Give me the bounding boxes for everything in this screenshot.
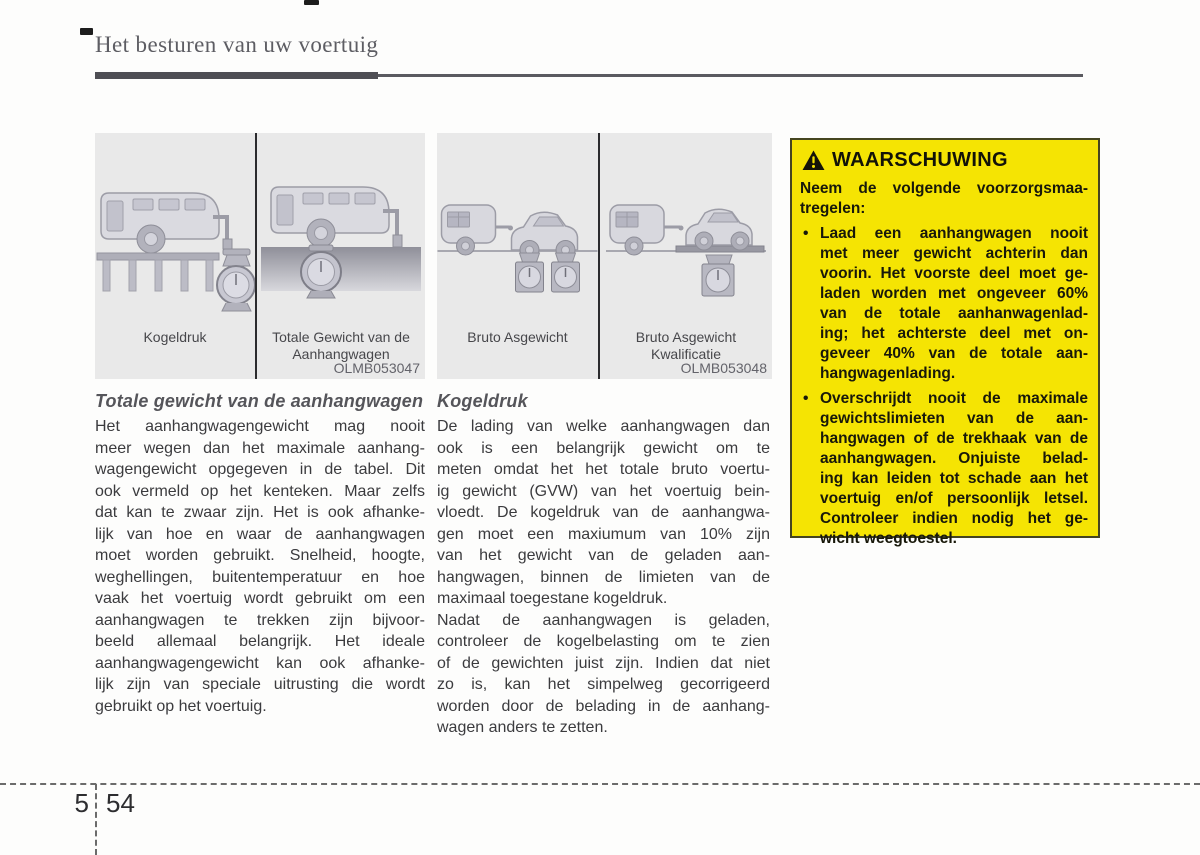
body-paragraph: Nadat de aanhangwagen is geladen, controleer de kogelbelasting om te zien of de gewichten juist zijn. Indien dat niet zo is, kan het simpelweg gecorrigeerd worden door de belading in de aanhang- wagen anders te zetten. — [437, 611, 770, 736]
caravan-on-bench-with-tongue-scale-illustration — [95, 133, 255, 326]
figure-trailer-weight-panel — [95, 133, 425, 379]
figure-half-bruto-asgewicht — [437, 133, 598, 379]
section-heading: Kogeldruk — [437, 391, 528, 411]
figure-caption-totale-gewicht: Totale Gewicht van de Aanhangwagen — [272, 329, 410, 362]
warning-intro: Neem de volgende voorzorgsmaa- tregelen: — [800, 180, 1088, 217]
warning-title: WAARSCHUWING — [832, 149, 1008, 171]
figure-caption-bruto-asgewicht: Bruto Asgewicht — [467, 329, 568, 345]
figure-code: OLMB053048 — [680, 360, 767, 376]
figure-half-totale-gewicht — [257, 133, 425, 379]
header-rule-thin — [378, 74, 1083, 77]
page-title: Het besturen van uw voertuig — [95, 32, 379, 57]
figure-code: OLMB053047 — [333, 360, 420, 376]
bullet-marker: • — [803, 390, 809, 407]
scan-artifact — [304, 0, 319, 5]
page-number: 54 — [106, 788, 135, 818]
car-trailer-two-scales-illustration — [437, 133, 598, 326]
figure-axle-weight-panel — [437, 133, 772, 379]
figure-half-bruto-asgewicht-kwalificatie — [600, 133, 772, 379]
car-trailer-platform-scale-illustration — [600, 133, 772, 326]
figure-caption-kogeldruk: Kogeldruk — [143, 329, 207, 345]
body-paragraph: De lading van welke aanhangwagen dan ook is een belangrijk gewicht om te meten omdat het het totale bruto voertu- ig gewicht (GVW) van het voertuig bein- vloedt. De kogeldruk van de aanhangwa- gen moet een maxiumum van 10% zijn van het gewicht van de geladen aan- hangwagen, binnen de limieten van de maximaal toegestane kogeldruk. — [437, 418, 770, 607]
header-rule-thick — [95, 72, 378, 79]
warning-header — [802, 149, 1088, 172]
figure-caption-kwalificatie: Bruto Asgewicht Kwalificatie — [635, 329, 737, 362]
figure-half-kogeldruk — [95, 133, 255, 379]
chapter-number: 5 — [74, 788, 89, 818]
header-rule — [95, 72, 1083, 80]
warning-bullet-text: Laad een aanhangwagen nooit met meer gewicht achterin dan voorin. Het voorste deel moet ge- laden worden met ongeveer 60% van de totale aanhanwagenlad- ing; het achterste deel met on- geveer 40% van de totale aan- hangwagenlading. — [820, 225, 1088, 382]
section-heading: Totale gewicht van de aanhangwagen — [95, 391, 424, 411]
warning-bullet — [800, 224, 1088, 384]
warning-bullet-text: Overschrijdt nooit de maximale gewichtslimieten van de aan- hangwagen of de trekhaak van de aanhangwagen. Onjuiste belad- ing kan leiden tot schade aan het voertuig en/of persoonlijk letsel. Controleer indien nodig het ge- wicht weegtoestel. — [820, 390, 1088, 547]
footer-crop-line-horizontal — [0, 783, 1200, 785]
body-paragraph: Het aanhangwagengewicht mag nooit meer wegen dan het maximale aanhang- wagengewicht opgegeven in de tabel. Dit ook vermeld op het kenteken. Maar zelfs dat kan te zwaar zijn. Het is ook afhanke- lijk van hoe en waar de aanhangwagen moet worden gebruikt. Snelheid, hoogte, weghellingen, buitentemperatuur en hoe vaak het voertuig wordt gebruikt om een aanhangwagen te trekken zijn bijvoor- beeld allemaal belangrijk. Het ideale aanhangwagengewicht kan ook afhanke- lijk zijn van speciale uitrusting die wordt gebruikt op het voertuig. — [95, 418, 425, 715]
section-kogeldruk — [437, 391, 770, 739]
scan-artifact — [80, 28, 93, 35]
bullet-marker: • — [803, 225, 809, 242]
warning-box — [790, 138, 1100, 547]
section-totale-gewicht — [95, 391, 425, 717]
footer-crop-line-vertical — [95, 784, 97, 855]
warning-triangle-icon — [802, 150, 825, 171]
caravan-on-ground-scale-illustration — [257, 133, 425, 326]
warning-bullet — [800, 389, 1088, 549]
